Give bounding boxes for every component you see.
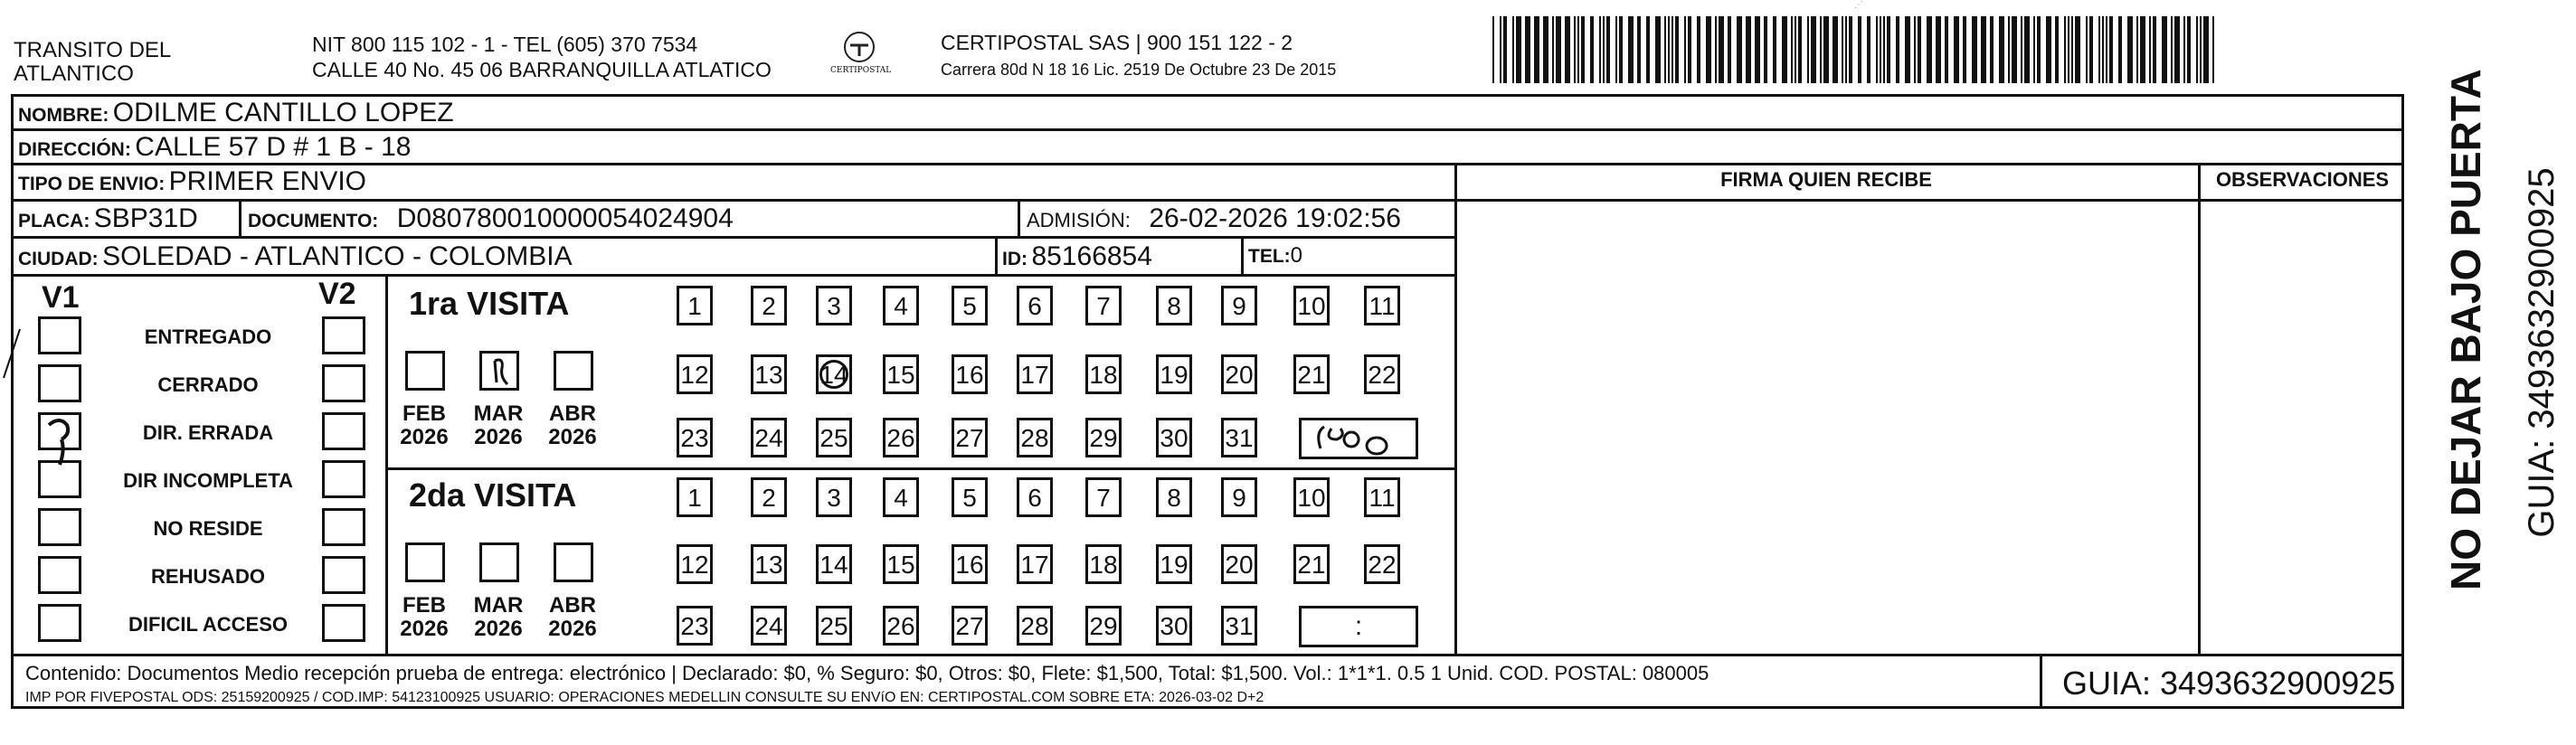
footer-contenido: Contenido: Documentos Medio recepción prueba de entrega: electrónico | Declarado: $0, % Seguro: $0, Otros: $0, Flete: $1,500, Total: $1,500. Vol.: 1*1*1. 0.5 1 Unid. COD. POSTAL: 080005 (25, 662, 1709, 684)
certipostal-logo (823, 27, 895, 81)
day-box[interactable]: 17 (1017, 354, 1053, 394)
barcode-bar (1688, 16, 1691, 83)
barcode-bar (1990, 16, 1994, 83)
barcode-bar (1577, 16, 1579, 83)
nombre-label: NOMBRE: (18, 105, 109, 126)
barcode-bar (2140, 16, 2145, 83)
tipo-value: PRIMER ENVIO (168, 166, 367, 196)
barcode-bar (1715, 16, 1717, 83)
col-line (1454, 163, 1457, 655)
tel-field (1248, 245, 1302, 267)
barcode-bar (1737, 16, 1742, 83)
month-name: FEB (402, 401, 446, 426)
col-line (1018, 199, 1020, 237)
day-box[interactable]: 18 (1085, 544, 1122, 584)
month-name: ABR (549, 593, 596, 618)
barcode-bar (2071, 16, 2073, 83)
placa-value: SBP31D (93, 203, 198, 233)
barcode-bar (1849, 16, 1852, 83)
day-box[interactable]: 24 (751, 418, 787, 457)
v1-checkbox[interactable] (38, 364, 81, 402)
day-box[interactable]: 26 (883, 418, 919, 457)
month-year: 2026 (548, 617, 597, 641)
day-box[interactable]: 12 (677, 544, 713, 584)
day-circle-mark (819, 360, 848, 389)
visit-title: 1ra VISITA (409, 285, 570, 322)
barcode-bar (1672, 16, 1673, 83)
row-line (11, 274, 1456, 277)
barcode-bar (1628, 16, 1634, 83)
logo-text: CERTIPOSTAL (830, 66, 892, 75)
v2-checkbox[interactable] (322, 556, 365, 594)
barcode-bar (1534, 16, 1539, 83)
barcode-bar (1543, 16, 1548, 83)
day-box[interactable]: 19 (1156, 544, 1192, 584)
day-box[interactable]: 12 (677, 354, 713, 394)
barcode-bar (2037, 16, 2041, 83)
barcode-bar (2086, 16, 2088, 83)
day-box[interactable]: 20 (1221, 544, 1257, 584)
v2-checkbox[interactable] (322, 364, 365, 402)
side-text (2410, 69, 2562, 624)
day-box[interactable]: 22 (1364, 544, 1400, 584)
month-checkbox[interactable] (405, 351, 445, 391)
barcode-bar (1954, 16, 1959, 83)
barcode-bar (1503, 16, 1507, 83)
day-box[interactable]: 9 (1221, 477, 1257, 517)
barcode-bar (1914, 16, 1916, 83)
barcode-bar (1811, 16, 1816, 83)
day-box[interactable]: 3 (816, 477, 852, 517)
barcode-bar (1887, 16, 1890, 83)
day-box[interactable]: 18 (1085, 354, 1122, 394)
row-line (11, 199, 2404, 202)
no-dejar-notice: NO DEJAR BAJO PUERTA (2442, 69, 2489, 590)
month-checkbox[interactable] (405, 542, 445, 582)
day-box[interactable]: 8 (1156, 286, 1192, 325)
company-line: CERTIPOSTAL SAS | 900 151 122 - 2 (941, 31, 1293, 54)
row-line (385, 467, 1456, 470)
barcode-bar (2196, 16, 2198, 83)
direccion-label: DIRECCIÓN: (18, 139, 131, 160)
barcode-bar (1675, 16, 1679, 83)
barcode-bar (1867, 16, 1870, 83)
barcode-bar (1927, 16, 1932, 83)
barcode-bar (2064, 16, 2066, 83)
day-box[interactable]: 25 (816, 418, 852, 457)
admision-value: 26-02-2026 19:02:56 (1149, 203, 1401, 233)
day-box[interactable]: 4 (883, 286, 919, 325)
state-label: DIR INCOMPLETA (123, 469, 293, 492)
v2-checkbox[interactable] (322, 508, 365, 546)
month-name: MAR (473, 593, 524, 618)
day-box[interactable]: 28 (1017, 418, 1053, 457)
ciudad-value: SOLEDAD - ATLANTICO - COLOMBIA (102, 241, 573, 271)
barcode-bar (1637, 16, 1641, 83)
footer-guia: GUIA: 3493632900925 (2062, 665, 2396, 702)
barcode-bar (2136, 16, 2138, 83)
tel-value: 0 (1290, 243, 1303, 268)
day-box[interactable]: 14 (816, 544, 852, 584)
col-line (385, 274, 388, 655)
day-box[interactable]: 15 (883, 544, 919, 584)
day-box[interactable]: 10 (1293, 477, 1330, 517)
day-box[interactable]: 13 (751, 544, 787, 584)
barcode-bar (1655, 16, 1661, 83)
month-name: FEB (402, 593, 446, 618)
day-box[interactable]: 10 (1293, 286, 1330, 325)
barcode-bar (1795, 16, 1796, 83)
admision-field (1027, 205, 1401, 232)
barcode-bar (1581, 16, 1585, 83)
barcode-bar (1896, 16, 1899, 83)
barcode-bar (1556, 16, 1561, 83)
barcode-bar (2098, 16, 2100, 83)
barcode-bar (2021, 16, 2022, 83)
org-name-line1: TRANSITO DEL (14, 38, 172, 62)
barcode-bar (1755, 16, 1760, 83)
day-box[interactable]: 5 (952, 477, 988, 517)
day-box[interactable]: 15 (883, 354, 919, 394)
barcode-bar (2075, 16, 2080, 83)
day-box[interactable]: 7 (1085, 286, 1122, 325)
day-box[interactable]: 23 (677, 418, 713, 457)
barcode-bar (1773, 16, 1776, 83)
license-line: Carrera 80d N 18 16 Lic. 2519 De Octubre 23 De 2015 (941, 61, 1337, 79)
day-box[interactable]: 4 (883, 477, 919, 517)
barcode-bar (1833, 16, 1838, 83)
day-box[interactable]: 29 (1085, 418, 1122, 457)
barcode-bar (1719, 16, 1724, 83)
tipo-label: TIPO DE ENVIO: (18, 174, 166, 194)
scan-speck: ⋰ (1854, 0, 1863, 10)
barcode-bar (1945, 16, 1948, 83)
state-label: ENTREGADO (144, 325, 272, 348)
month-year: 2026 (548, 425, 597, 449)
ciudad-label: CIUDAD: (18, 249, 99, 269)
barcode-bar (1845, 16, 1847, 83)
day-box[interactable]: 27 (952, 418, 988, 457)
barcode-bar (1492, 16, 1494, 83)
day-box[interactable]: 9 (1221, 286, 1257, 325)
time-box[interactable]: : (1299, 606, 1418, 647)
barcode-bar (2068, 16, 2069, 83)
v1-checkbox[interactable] (38, 508, 81, 546)
barcode-bar (1574, 16, 1576, 83)
col-line (995, 236, 998, 275)
barcode-bar (2171, 16, 2173, 83)
barcode-bar (2008, 16, 2010, 83)
id-field (1002, 243, 1152, 270)
barcode-bar (1606, 16, 1610, 83)
barcode-bar (2149, 16, 2151, 83)
margin-pen-stroke (0, 325, 27, 380)
col-line (2198, 163, 2201, 655)
tipo-field (18, 168, 366, 195)
day-box[interactable]: 14 (816, 354, 852, 394)
col-line (2040, 654, 2042, 709)
barcode-bar (1981, 16, 1986, 83)
day-box[interactable]: 27 (952, 606, 988, 646)
day-box[interactable]: 23 (677, 606, 713, 646)
v1-label: V1 (42, 280, 80, 315)
barcode-bar (1880, 16, 1881, 83)
firma-header: FIRMA QUIEN RECIBE (1720, 168, 1932, 191)
barcode-bar (1603, 16, 1605, 83)
month-name: ABR (549, 401, 596, 426)
barcode-bar (1552, 16, 1554, 83)
nit-line: NIT 800 115 102 - 1 - TEL (605) 370 7534 (312, 33, 698, 56)
barcode-bar (1706, 16, 1711, 83)
barcode-bar (1646, 16, 1650, 83)
day-box[interactable]: 11 (1364, 286, 1400, 325)
barcode-bar (1972, 16, 1977, 83)
day-box[interactable]: 6 (1017, 286, 1053, 325)
state-label: CERRADO (157, 373, 259, 396)
row-line (11, 128, 2404, 131)
day-box[interactable]: 16 (952, 544, 988, 584)
day-box[interactable]: 30 (1156, 606, 1192, 646)
day-box[interactable]: 17 (1017, 544, 1053, 584)
v2-checkbox[interactable] (322, 412, 365, 450)
documento-field (248, 205, 734, 232)
month-name: MAR (473, 401, 524, 426)
admision-label: ADMISIÓN: (1027, 209, 1131, 231)
barcode-bar (2127, 16, 2133, 83)
barcode-bar (1963, 16, 1966, 83)
barcode-bar (1918, 16, 1921, 83)
day-box[interactable]: 2 (751, 477, 787, 517)
row-line (11, 236, 1456, 239)
barcode-bar (2089, 16, 2093, 83)
barcode-bar (2024, 16, 2030, 83)
barcode-bar (2203, 16, 2209, 83)
day-box[interactable]: 11 (1364, 477, 1400, 517)
barcode-bar (1820, 16, 1822, 83)
placa-label: PLACA: (18, 211, 90, 231)
barcode-bar (1615, 16, 1617, 83)
barcode-bar (1728, 16, 1731, 83)
month-year: 2026 (400, 617, 449, 641)
day-box[interactable]: 7 (1085, 477, 1122, 517)
barcode-bar (1512, 16, 1514, 83)
day-box[interactable]: 22 (1364, 354, 1400, 394)
barcode-bar (2174, 16, 2180, 83)
handwritten-time-mark (1312, 420, 1411, 460)
barcode-bar (1697, 16, 1700, 83)
day-box[interactable]: 2 (751, 286, 787, 325)
row-line (11, 654, 2404, 656)
month-checkbox[interactable] (554, 351, 593, 391)
state-label: REHUSADO (151, 565, 265, 588)
barcode-bar (2106, 16, 2107, 83)
barcode-bar (1876, 16, 1878, 83)
day-box[interactable]: 6 (1017, 477, 1053, 517)
day-box[interactable]: 16 (952, 354, 988, 394)
barcode-bar (1668, 16, 1670, 83)
day-box[interactable]: 19 (1156, 354, 1192, 394)
barcode-bar (1525, 16, 1530, 83)
id-value: 85166854 (1031, 241, 1152, 271)
month-checkbox[interactable] (479, 542, 519, 582)
day-box[interactable]: 29 (1085, 606, 1122, 646)
barcode-bar (1883, 16, 1885, 83)
barcode-bar (1999, 16, 2004, 83)
v2-label: V2 (318, 277, 356, 311)
barcode-bar (2200, 16, 2202, 83)
barcode-bar (2046, 16, 2051, 83)
observaciones-header: OBSERVACIONES (2215, 168, 2390, 191)
v2-checkbox[interactable] (322, 604, 365, 642)
barcode-bar (1664, 16, 1666, 83)
day-box[interactable]: 8 (1156, 477, 1192, 517)
barcode-bar (1905, 16, 1910, 83)
month-year: 2026 (400, 425, 449, 449)
day-box[interactable]: 24 (751, 606, 787, 646)
row-line (11, 163, 2404, 165)
barcode-bar (1619, 16, 1623, 83)
v1-checkbox[interactable] (38, 316, 81, 354)
barcode-bar (1590, 16, 1594, 83)
day-box[interactable]: 5 (952, 286, 988, 325)
day-box[interactable]: 21 (1293, 354, 1330, 394)
state-label: DIR. ERRADA (142, 421, 274, 444)
barcode-bar (2118, 16, 2122, 83)
day-box[interactable]: 21 (1293, 544, 1330, 584)
v2-checkbox[interactable] (322, 460, 365, 498)
barcode-bar (1599, 16, 1601, 83)
barcode-bar (2212, 16, 2214, 83)
placa-field (18, 205, 198, 232)
nombre-field (18, 99, 454, 127)
side-guia: GUIA: 3493632900925 (2522, 167, 2562, 538)
barcode-bar (2109, 16, 2113, 83)
day-box[interactable]: 31 (1221, 606, 1257, 646)
barcode-bar (1823, 16, 1829, 83)
v1-checkbox[interactable] (38, 556, 81, 594)
barcode-bar (1764, 16, 1767, 83)
barcode-bar (2183, 16, 2185, 83)
v1-checkbox[interactable] (38, 604, 81, 642)
barcode-bar (2187, 16, 2191, 83)
documento-value: D080780010000054024904 (396, 203, 734, 233)
day-box[interactable]: 31 (1221, 418, 1257, 457)
direccion-field (18, 134, 411, 161)
col-line (1241, 236, 1244, 275)
v2-checkbox[interactable] (322, 316, 365, 354)
address-line: CALLE 40 No. 45 06 BARRANQUILLA ATLATICO (312, 58, 772, 81)
state-label: DIFICIL ACCESO (128, 613, 288, 636)
barcode-bar (1684, 16, 1686, 83)
barcode-bar (1746, 16, 1751, 83)
barcode-bar (2162, 16, 2167, 83)
barcode-bar (1782, 16, 1787, 83)
barcode-bar (2102, 16, 2104, 83)
footer-imp: IMP POR FIVEPOSTAL ODS: 25159200925 / COD.IMP: 54123100925 USUARIO: OPERACIONES MEDELLIN CONSULTE SU ENVíO EN: CERTIPOSTAL.COM SOBRE ETA: 2026-03-02 D+2 (25, 690, 1264, 705)
barcode-bar (2153, 16, 2156, 83)
documento-label: DOCUMENTO: (248, 211, 379, 231)
ciudad-field (18, 243, 573, 270)
month-year: 2026 (474, 425, 523, 449)
month-year: 2026 (474, 617, 523, 641)
barcode-bar (1798, 16, 1802, 83)
day-box[interactable]: 1 (677, 477, 713, 517)
barcode-bar (1936, 16, 1941, 83)
barcode-bar (1565, 16, 1570, 83)
v1-handwritten-mark (40, 414, 83, 468)
day-box[interactable]: 20 (1221, 354, 1257, 394)
day-box[interactable]: 26 (883, 606, 919, 646)
day-box[interactable]: 30 (1156, 418, 1192, 457)
col-line (239, 199, 242, 237)
barcode-bar (1791, 16, 1793, 83)
tel-label: TEL: (1248, 246, 1291, 267)
barcode-bar (1500, 16, 1501, 83)
day-box[interactable]: 28 (1017, 606, 1053, 646)
barcode-bar (2033, 16, 2035, 83)
month-checkbox[interactable] (554, 542, 593, 582)
day-box[interactable]: 25 (816, 606, 852, 646)
day-box[interactable]: 3 (816, 286, 852, 325)
day-box[interactable]: 1 (677, 286, 713, 325)
barcode-bar (2012, 16, 2017, 83)
barcode-bar (2055, 16, 2059, 83)
barcode (1492, 16, 2225, 83)
state-label: NO RESIDE (153, 517, 263, 540)
nombre-value: ODILME CANTILLO LOPEZ (112, 98, 454, 127)
org-name-line2: ATLANTICO (14, 61, 134, 86)
barcode-bar (1842, 16, 1843, 83)
barcode-bar (1807, 16, 1809, 83)
day-box[interactable]: 13 (751, 354, 787, 394)
visit-title: 2da VISITA (409, 476, 577, 514)
barcode-bar (1516, 16, 1521, 83)
barcode-bar (1858, 16, 1861, 83)
direccion-value: CALLE 57 D # 1 B - 18 (135, 132, 412, 162)
month-checkbox[interactable] (479, 351, 519, 391)
id-label: ID: (1002, 249, 1028, 269)
